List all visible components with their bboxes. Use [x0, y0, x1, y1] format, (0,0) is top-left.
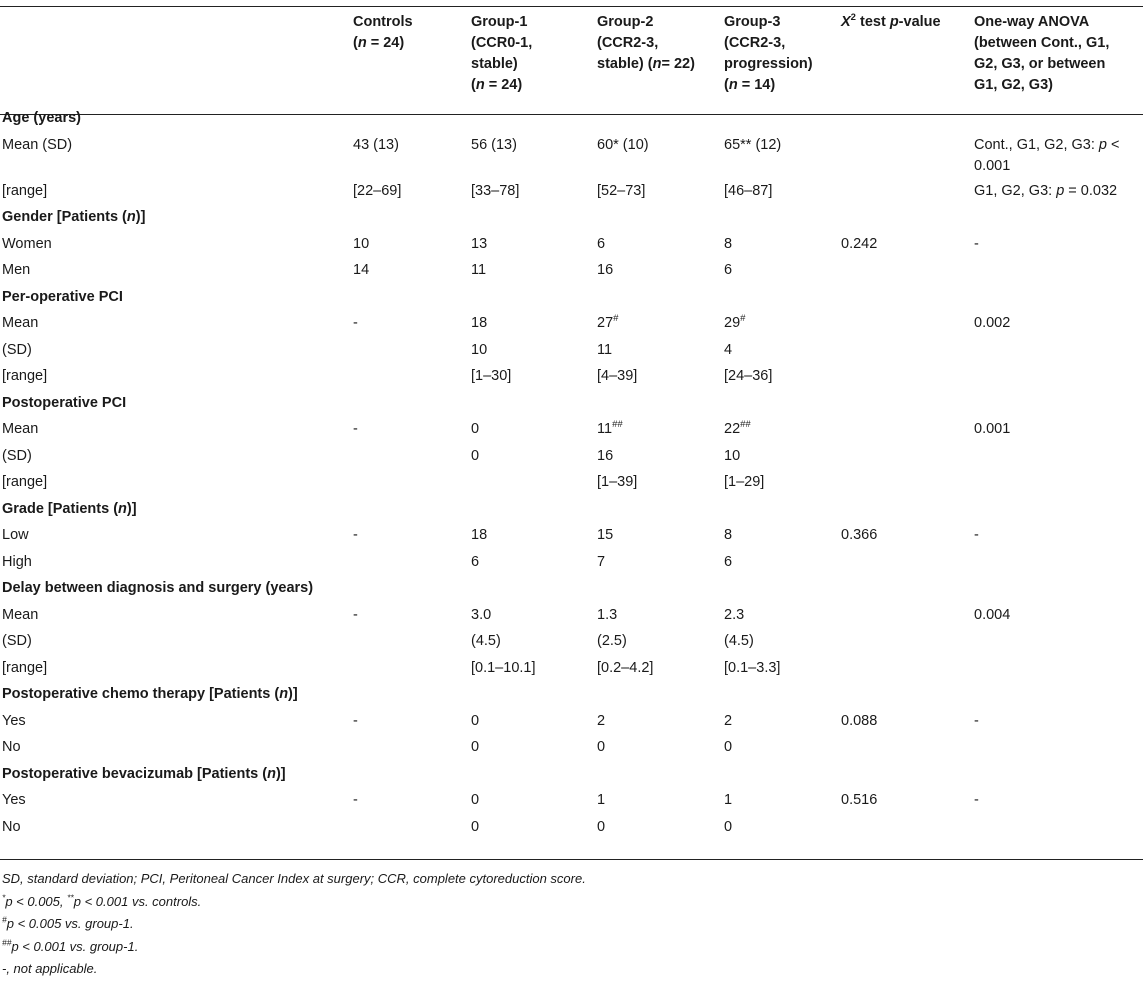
cell-group-2: [52–73] [597, 182, 646, 199]
cell-anova [974, 258, 1143, 285]
cell-group-2: 0 [597, 739, 606, 755]
table-row [0, 603, 1143, 630]
cell-group-2: 0 [597, 818, 606, 835]
table-row [0, 550, 1143, 577]
table-row [0, 444, 1143, 471]
table-row [0, 232, 1143, 259]
cell-anova [974, 444, 1143, 471]
cell-group-3: 2 [724, 712, 733, 729]
cell-group-3: 6 [724, 262, 733, 278]
cell-group-2: 27# [597, 313, 619, 331]
cell-anova: 0.002 [974, 315, 1011, 331]
row-label: [range] [2, 368, 48, 384]
cell-anova: 0.004 [974, 606, 1011, 623]
table-footnotes [2, 868, 586, 981]
cell-controls: 43 (13) [353, 136, 399, 153]
cell-group-1: 18 [471, 315, 488, 331]
cell-chi-square [841, 629, 974, 656]
cell-group-1: 0 [471, 818, 480, 835]
row-label: [range] [2, 659, 48, 676]
row-label: Low [2, 527, 29, 543]
row-label: High [2, 553, 32, 570]
section-title: Grade [Patients (n)] [2, 500, 137, 517]
cell-controls [353, 470, 471, 497]
cell-group-1 [471, 470, 597, 497]
row-label: [range] [2, 182, 48, 199]
cell-group-2: 6 [597, 235, 606, 252]
section-title: Age (years) [2, 110, 81, 126]
cell-anova: - [974, 235, 979, 252]
cell-controls: - [353, 712, 358, 729]
cell-chi-square: 0.366 [841, 527, 878, 543]
cell-chi-square [841, 603, 974, 630]
cell-group-2: [1–39] [597, 474, 638, 490]
cell-group-2: 15 [597, 527, 614, 543]
table-row [0, 709, 1143, 736]
table-row [0, 735, 1143, 762]
cell-group-3: [1–29] [724, 474, 765, 490]
header-controls: Controls (n = 24) [353, 14, 413, 51]
cell-controls [353, 656, 471, 683]
cell-controls: [22–69] [353, 182, 402, 199]
cell-group-3: 8 [724, 527, 733, 543]
header-anova: One-way ANOVA (between Cont., G1, G2, G3, or between G1, G2, G3) [974, 14, 1110, 93]
cell-group-3: 1 [724, 792, 733, 808]
cell-group-3: 0 [724, 818, 733, 835]
section-row-bevacizumab [0, 762, 1143, 789]
cell-anova: - [974, 527, 979, 543]
section-row-peroperative-pci [0, 285, 1143, 312]
footnote-controls: *p < 0.005, **p < 0.001 vs. controls. [2, 892, 202, 909]
cell-group-1: 18 [471, 527, 488, 543]
cell-group-1: 6 [471, 553, 480, 570]
footnote-double-hash: ##p < 0.001 vs. group-1. [2, 937, 139, 954]
cell-anova [974, 815, 1143, 842]
header-group-1: Group-1 (CCR0-1, stable) (n = 24) [471, 14, 533, 93]
table-row [0, 338, 1143, 365]
cell-controls [353, 629, 471, 656]
cell-anova: 0.001 [974, 421, 1011, 437]
cell-anova [974, 656, 1143, 683]
table-row [0, 629, 1143, 656]
row-label: Women [2, 235, 52, 252]
row-label: Mean [2, 315, 39, 331]
cell-group-1: 0 [471, 447, 480, 464]
cell-chi-square [841, 364, 974, 391]
cell-controls [353, 815, 471, 842]
cell-anova [974, 735, 1143, 762]
section-title: Postoperative PCI [2, 394, 127, 411]
cell-group-1: 0 [471, 712, 480, 729]
cell-chi-square [841, 179, 974, 206]
cell-group-1: [1–30] [471, 368, 512, 384]
cell-controls [353, 550, 471, 577]
cell-group-2: 16 [597, 447, 614, 464]
cell-group-3: [46–87] [724, 182, 773, 199]
cell-anova: G1, G2, G3: p = 0.032 [974, 182, 1118, 199]
cell-group-3: 4 [724, 341, 733, 358]
section-title: Per-operative PCI [2, 288, 123, 305]
cell-group-3: 22## [724, 419, 751, 437]
table-header-row [0, 6, 1143, 106]
section-row-chemo [0, 682, 1143, 709]
cell-anova [974, 470, 1143, 497]
row-label: Mean [2, 421, 39, 437]
section-row-age [0, 106, 1143, 133]
cell-group-2: 60* (10) [597, 136, 649, 153]
cell-chi-square [841, 470, 974, 497]
cell-group-1: 3.0 [471, 606, 492, 623]
cell-group-3: 6 [724, 553, 733, 570]
cell-group-3: 8 [724, 235, 733, 252]
cell-anova: - [974, 712, 979, 729]
section-title: Postoperative bevacizumab [Patients (n)] [2, 765, 286, 782]
cell-group-3: (4.5) [724, 633, 754, 649]
cell-chi-square [841, 444, 974, 471]
row-label: (SD) [2, 447, 32, 464]
cell-chi-square: 0.088 [841, 712, 878, 729]
cell-group-3: [0.1–3.3] [724, 659, 781, 676]
cell-chi-square: 0.516 [841, 792, 878, 808]
cell-group-1: 10 [471, 341, 488, 358]
cell-group-3: [24–36] [724, 368, 773, 384]
cell-chi-square [841, 815, 974, 842]
cell-controls [353, 444, 471, 471]
cell-controls: 14 [353, 262, 370, 278]
cell-anova: - [974, 792, 979, 808]
cell-group-3: 65** (12) [724, 136, 782, 153]
cell-controls: - [353, 527, 358, 543]
row-label: No [2, 818, 21, 835]
cell-chi-square [841, 133, 974, 179]
cell-group-1: 56 (13) [471, 136, 517, 153]
header-group-2: Group-2 (CCR2-3, stable) (n= 22) [597, 14, 695, 72]
row-label: Men [2, 262, 31, 278]
table-row [0, 258, 1143, 285]
cell-group-2: 2 [597, 712, 606, 729]
table-row [0, 311, 1143, 338]
cell-group-2: [4–39] [597, 368, 638, 384]
cell-group-1: 0 [471, 421, 480, 437]
cell-group-3: 2.3 [724, 606, 745, 623]
cell-controls [353, 735, 471, 762]
cell-controls [353, 338, 471, 365]
table-row [0, 417, 1143, 444]
cell-chi-square: 0.242 [841, 235, 878, 252]
cell-chi-square [841, 735, 974, 762]
cell-group-3: 10 [724, 447, 741, 464]
header-chi-square: $X^2$ test p-value [841, 12, 941, 30]
cell-group-2: 11## [597, 419, 623, 437]
cell-controls [353, 364, 471, 391]
cell-group-2: 1.3 [597, 606, 618, 623]
section-title: Postoperative chemo therapy [Patients (n)] [2, 686, 298, 702]
table-row [0, 179, 1143, 206]
cell-group-2: 11 [597, 341, 613, 358]
cell-chi-square [841, 656, 974, 683]
cell-group-1: 0 [471, 739, 480, 755]
row-label: [range] [2, 474, 48, 490]
cell-anova: Cont., G1, G2, G3: p < 0.001 [974, 136, 1120, 174]
row-label: Mean [2, 606, 39, 623]
section-row-delay [0, 576, 1143, 603]
cell-anova [974, 550, 1143, 577]
cell-group-2: 1 [597, 792, 606, 808]
row-label: (SD) [2, 341, 32, 358]
footnote-abbreviations: SD, standard deviation; PCI, Peritoneal Cancer Index at surgery; CCR, complete cytoreduction score. [2, 871, 586, 886]
table-row [0, 470, 1143, 497]
table-row [0, 364, 1143, 391]
cell-group-1: [0.1–10.1] [471, 659, 536, 676]
cell-anova [974, 364, 1143, 391]
row-label: Yes [2, 792, 26, 808]
table-row [0, 656, 1143, 683]
cell-anova [974, 338, 1143, 365]
cell-chi-square [841, 258, 974, 285]
section-row-postoperative-pci [0, 391, 1143, 418]
row-label: No [2, 739, 21, 755]
footnote-not-applicable: -, not applicable. [2, 961, 98, 976]
table-row [0, 523, 1143, 550]
cell-chi-square [841, 417, 974, 444]
footnote-hash: #p < 0.005 vs. group-1. [2, 914, 134, 931]
cell-group-2: 16 [597, 262, 614, 278]
bottom-rule [0, 859, 1143, 860]
cell-group-1: 11 [471, 262, 487, 278]
table-row [0, 133, 1143, 179]
cell-group-2: 7 [597, 553, 606, 570]
cell-chi-square [841, 550, 974, 577]
cell-anova [974, 629, 1143, 656]
cell-group-2: [0.2–4.2] [597, 659, 654, 676]
table-row [0, 815, 1143, 842]
demographics-table [0, 6, 1143, 841]
cell-group-1: [33–78] [471, 182, 520, 199]
cell-group-1: 0 [471, 792, 480, 808]
section-title: Delay between diagnosis and surgery (years) [2, 580, 314, 596]
cell-group-1: 13 [471, 235, 488, 252]
header-group-3: Group-3 (CCR2-3, progression) (n = 14) [724, 14, 813, 93]
header-empty [0, 6, 353, 106]
cell-controls: - [353, 315, 358, 331]
row-label: Yes [2, 712, 26, 729]
cell-group-1: (4.5) [471, 633, 501, 649]
cell-controls: 10 [353, 235, 370, 252]
cell-controls: - [353, 421, 358, 437]
cell-chi-square [841, 311, 974, 338]
cell-controls: - [353, 792, 358, 808]
cell-group-2: (2.5) [597, 633, 627, 649]
cell-group-3: 0 [724, 739, 733, 755]
cell-chi-square [841, 338, 974, 365]
section-row-grade [0, 497, 1143, 524]
row-label: (SD) [2, 633, 32, 649]
cell-group-3: 29# [724, 313, 746, 331]
cell-controls: - [353, 606, 358, 623]
row-label: Mean (SD) [2, 136, 73, 153]
section-row-gender [0, 205, 1143, 232]
section-title: Gender [Patients (n)] [2, 209, 146, 225]
table-row [0, 788, 1143, 815]
